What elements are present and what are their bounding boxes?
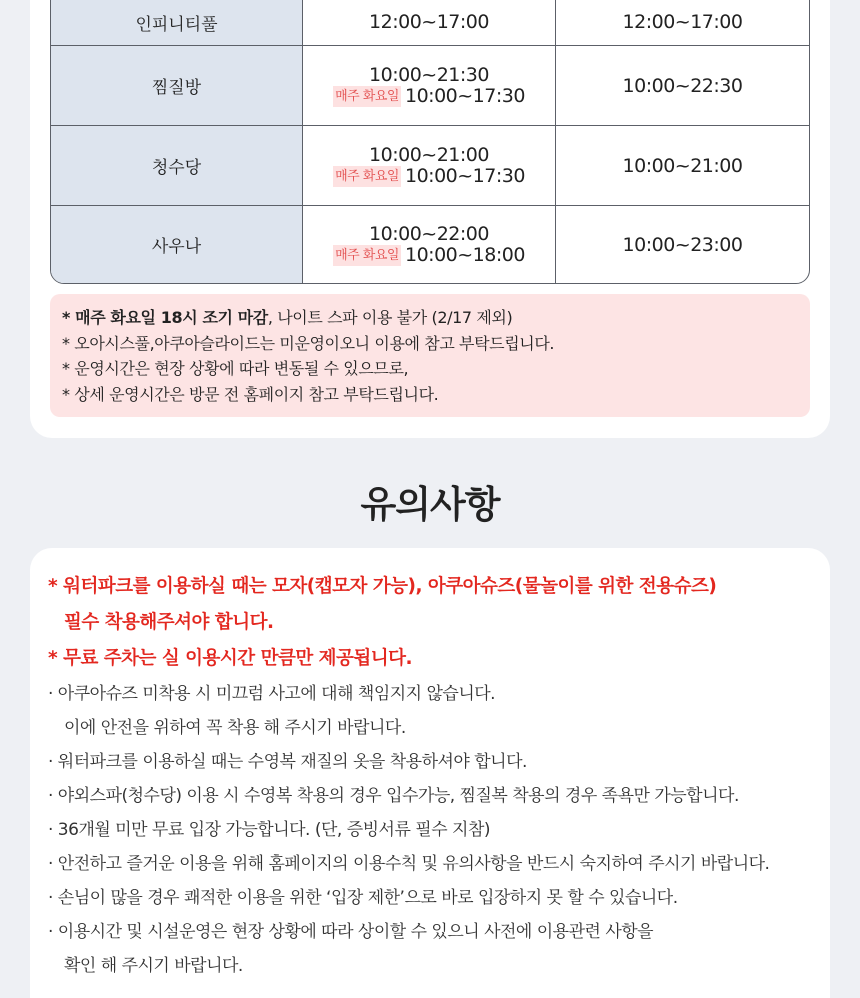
- tuesday-hours: [333, 166, 525, 187]
- facility-name: 찜질방: [51, 46, 303, 125]
- caution-item: 이에 안전을 위하여 꼭 착용 해 주시기 바랍니다.: [64, 718, 406, 738]
- weekend-hours: 12:00~17:00: [622, 11, 743, 33]
- weekday-hours: [303, 206, 556, 283]
- caution-highlight: * 워터파크를 이용하실 때는 모자(캡모자 가능), 아쿠아슈즈(물놀이를 위한 전용슈즈): [48, 576, 717, 597]
- facility-name: 인피니티풀: [51, 0, 303, 45]
- weekend-hours: 10:00~21:00: [622, 154, 743, 177]
- caution-highlight: 필수 착용해주셔야 합니다.: [64, 612, 274, 633]
- notice-text: , 나이트 스파 이용 불가 (2/17 제외): [267, 308, 513, 327]
- weekend-hours: 10:00~22:30: [622, 74, 743, 97]
- table-row: [51, 125, 809, 205]
- tuesday-hours: [333, 245, 525, 266]
- tuesday-badge: 매주 화요일: [333, 86, 401, 107]
- facility-name: 청수당: [51, 126, 303, 205]
- table-row: [51, 0, 809, 45]
- notice-line: * 운영시간은 현장 상황에 따라 변동될 수 있으므로,: [62, 359, 409, 378]
- weekday-hours: [303, 46, 556, 125]
- notice-line: * 상세 운영시간은 방문 전 홈페이지 참고 부탁드립니다.: [62, 384, 439, 404]
- tuesday-time: 10:00~17:30: [405, 164, 525, 187]
- caution-highlight: * 무료 주차는 실 이용시간 만큼만 제공됩니다.: [48, 648, 413, 669]
- weekend-hours: 10:00~23:00: [622, 233, 743, 256]
- caution-item: · 안전하고 즐거운 이용을 위해 홈페이지의 이용수칙 및 유의사항을 반드시 숙지하여 주시기 바랍니다.: [48, 854, 770, 874]
- notice-line: * 오아시스풀,아쿠아슬라이드는 미운영이오니 이용에 참고 부탁드립니다.: [62, 333, 555, 353]
- tuesday-hours: [333, 86, 525, 107]
- hours-table: [50, 0, 810, 284]
- hours-text: 12:00~17:00: [369, 10, 489, 33]
- weekday-hours: [303, 126, 556, 205]
- caution-item: · 워터파크를 이용하실 때는 수영복 재질의 옷을 착용하셔야 합니다.: [48, 752, 527, 772]
- table-row: [51, 205, 809, 283]
- notice-box: [50, 294, 810, 417]
- hours-text: 10:00~21:30: [369, 63, 489, 86]
- hours-text: 10:00~22:00: [369, 222, 489, 245]
- table-row: [51, 45, 809, 125]
- caution-item: · 손님이 많을 경우 쾌적한 이용을 위한 ‘입장 제한’으로 바로 입장하지 못 할 수 있습니다.: [48, 888, 678, 908]
- notice-emphasis: * 매주 화요일 18시 조기 마감: [62, 308, 268, 327]
- cautions-list: [48, 569, 828, 983]
- facility-name: 사우나: [51, 206, 303, 283]
- section-title: 유의사항: [360, 483, 500, 526]
- notice-line: [62, 305, 810, 331]
- caution-item: · 이용시간 및 시설운영은 현장 상황에 따라 상이할 수 있으니 사전에 이용관련 사항을: [48, 922, 654, 942]
- caution-item: · 아쿠아슈즈 미착용 시 미끄럼 사고에 대해 책임지지 않습니다.: [48, 684, 496, 704]
- caution-item: · 야외스파(청수당) 이용 시 수영복 착용의 경우 입수가능, 찜질복 착용의 경우 족욕만 가능합니다.: [48, 786, 739, 806]
- tuesday-badge: 매주 화요일: [333, 245, 401, 266]
- hours-text: 10:00~21:00: [369, 143, 489, 166]
- tuesday-badge: 매주 화요일: [333, 166, 401, 187]
- caution-item: · 36개월 미만 무료 입장 가능합니다. (단, 증빙서류 필수 지참): [48, 820, 491, 840]
- tuesday-time: 10:00~17:30: [405, 84, 525, 107]
- tuesday-time: 10:00~18:00: [405, 243, 525, 266]
- weekday-hours: [303, 0, 556, 45]
- caution-item: 확인 해 주시기 바랍니다.: [64, 956, 243, 976]
